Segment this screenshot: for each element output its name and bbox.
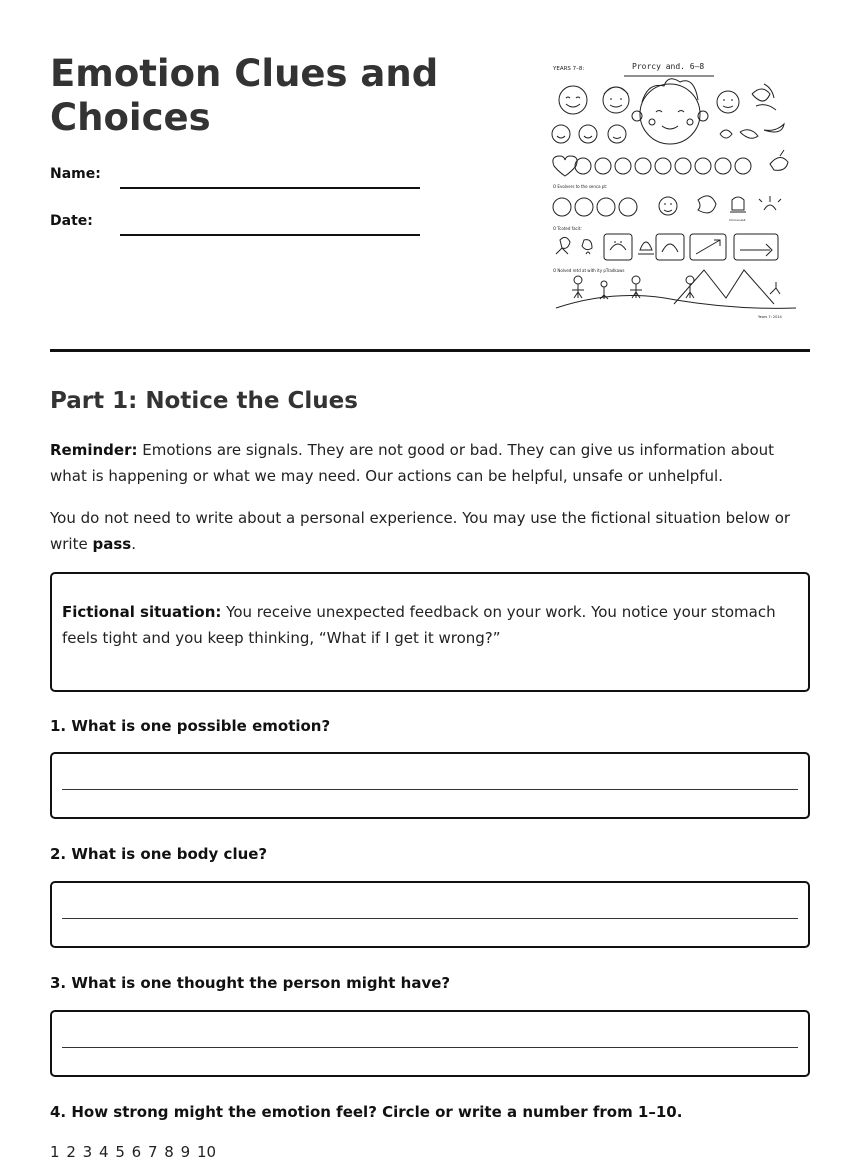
reminder-text: Emotions are signals. They are not good or bad. They can give us information about what is happening or what we may need. Our actions can be helpful, unsafe or unhelpful. (50, 441, 775, 485)
date-label: Date: (50, 213, 93, 229)
situation-text: You receive unexpected feedback on your work. You notice your stomach feels tight and you keep thinking, “What if I get it wrong?” (62, 603, 776, 647)
scale-number[interactable]: 4 (98, 1143, 109, 1161)
name-label: Name: (50, 166, 101, 182)
answer-box-2[interactable] (50, 881, 810, 948)
situation-label: Fictional situation: (62, 603, 222, 621)
illustration-caption: Chxovnasit (729, 218, 746, 222)
instruction-paragraph (50, 505, 810, 557)
question-2: 2. What is one body clue? (50, 845, 268, 863)
section-divider (50, 349, 810, 352)
illustration-label-2: O Tcoted facit: (553, 226, 582, 231)
scale-number[interactable]: 7 (147, 1143, 158, 1161)
pass-keyword: pass (92, 535, 132, 553)
illustration-label-1: O Evolvers to the senca pt: (553, 184, 608, 189)
answer-line (62, 1047, 798, 1048)
answer-box-1[interactable] (50, 752, 810, 819)
reminder-paragraph (50, 437, 810, 489)
part-1-title: Part 1: Notice the Clues (50, 388, 358, 414)
scale-number[interactable]: 10 (196, 1143, 217, 1161)
date-write-line[interactable] (120, 234, 420, 236)
illustration-header-left: YEARS 7–8: (553, 66, 585, 72)
scale-number[interactable]: 8 (164, 1143, 174, 1161)
instruction-text: You do not need to write about a personal experience. You may use the fictional situation below or write (50, 509, 791, 553)
question-1: 1. What is one possible emotion? (50, 717, 331, 735)
question-4: 4. How strong might the emotion feel? Circle or write a number from 1–10. (50, 1103, 683, 1121)
scale-number[interactable]: 9 (180, 1143, 191, 1161)
reminder-label: Reminder: (50, 441, 138, 459)
scale-number[interactable]: 5 (115, 1143, 125, 1161)
illustration-header-title: Prorcy and. 6–8 (632, 62, 705, 71)
emotion-faces-illustration (544, 54, 800, 324)
worksheet-title: Emotion Clues and Choices (50, 52, 439, 139)
answer-line (62, 789, 798, 790)
strength-scale (50, 1143, 218, 1161)
answer-box-3[interactable] (50, 1010, 810, 1077)
illustration-footer: Years 7: 2014 (758, 315, 782, 319)
instruction-end: . (131, 535, 136, 553)
illustration-label-3: O Nolved retd at with ity pTradkaws (553, 268, 625, 273)
name-write-line[interactable] (120, 187, 420, 189)
fictional-situation-box (50, 572, 810, 692)
scale-number[interactable]: 3 (82, 1143, 93, 1161)
scale-number[interactable]: 2 (66, 1143, 76, 1161)
scale-number[interactable]: 6 (131, 1143, 142, 1161)
question-3: 3. What is one thought the person might have? (50, 974, 451, 992)
scale-number[interactable]: 1 (50, 1143, 60, 1161)
answer-line (62, 918, 798, 919)
